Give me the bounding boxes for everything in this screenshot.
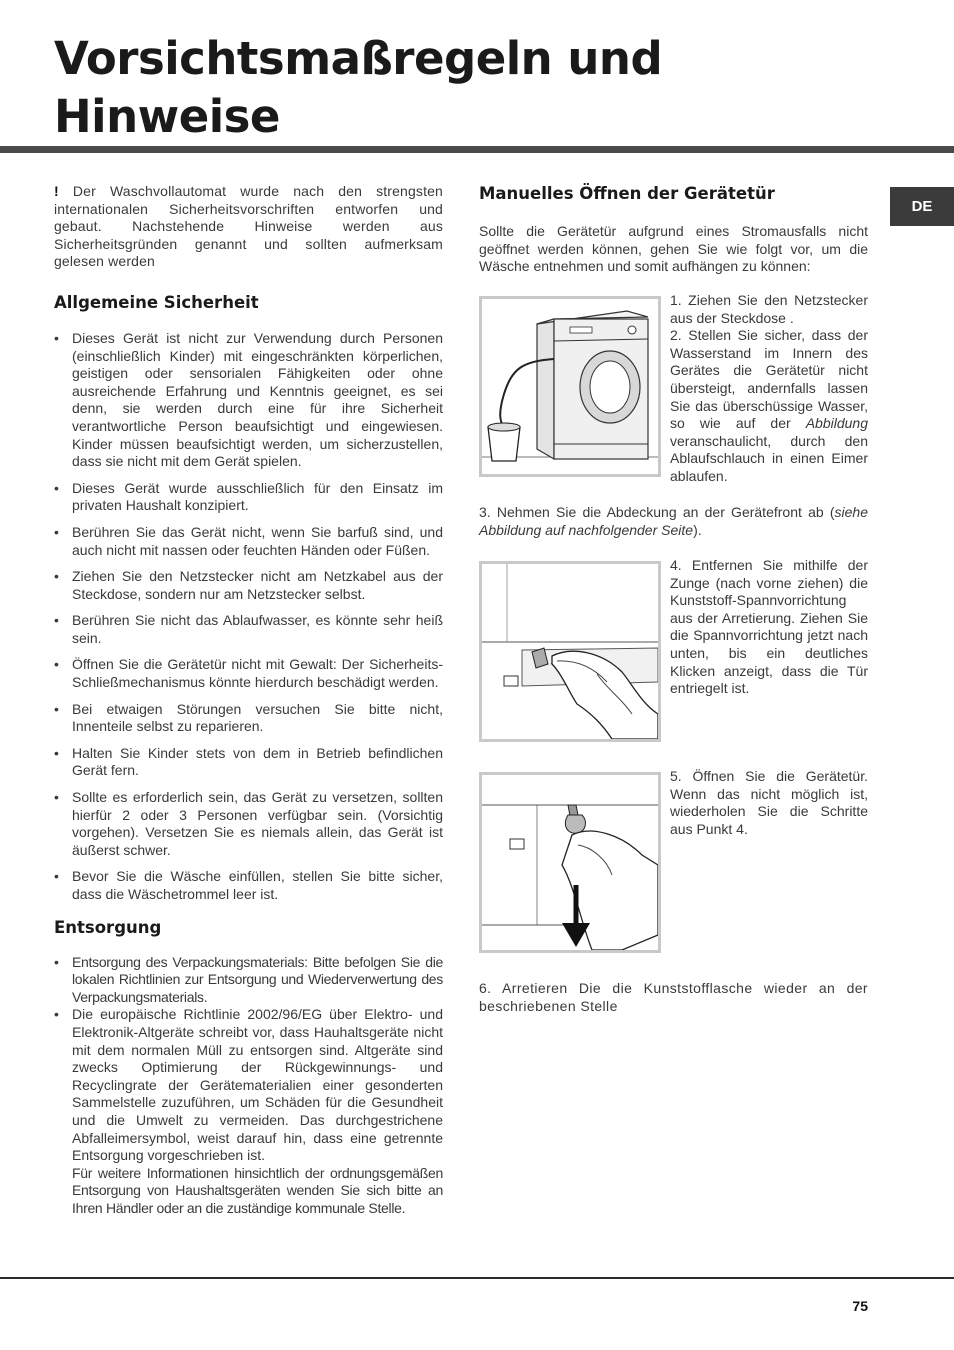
- list-item: [54, 330, 443, 471]
- step-3: [479, 504, 868, 539]
- bullet-icon: •: [54, 568, 59, 585]
- pull-tab-illustration: [482, 564, 658, 739]
- list-item: [54, 568, 443, 603]
- disposal-list: [54, 954, 443, 1218]
- right-column: [479, 183, 868, 276]
- step-2-text-end: veranschaulicht, durch den Ablaufschlauch in einen Eimer ablaufen.: [670, 432, 868, 484]
- manual-door-intro: Sollte die Gerätetür aufgrund eines Stromausfalls nicht geöffnet werden können, gehen Sie wie folgt vor, um die Wäsche entnehmen und somit aufhängen zu können:: [479, 223, 868, 275]
- language-tab: DE: [890, 187, 954, 226]
- list-item: [54, 789, 443, 859]
- step-6: 6. Arretieren Die die Kunststofflasche wieder an der beschriebenen Stelle: [479, 980, 868, 1014]
- left-column: [54, 183, 443, 1218]
- step-2-text: 2. Stellen Sie sicher, dass der Wasserstand im Innern des Gerätes die Gerätetür nicht übersteigt, andernfalls lassen Sie das überschüssige Wasser, so wie auf der: [670, 327, 868, 432]
- list-item-text: Berühren Sie das Gerät nicht, wenn Sie barfuß sind, und auch nicht mit nassen oder feuchten Händen oder Füßen.: [72, 523, 443, 558]
- page-number: 75: [852, 1298, 868, 1314]
- page-title-line1: Vorsichtsmaßregeln und: [54, 32, 663, 85]
- intro-text: Der Waschvollautomat wurde nach den strengsten internationalen Sicherheitsvorschriften entworfen und gebaut. Nachstehende Hinweise werden aus Sicherheitsgründen genannt und sollten aufmerksam gelesen werden: [54, 183, 443, 270]
- general-safety-list: [54, 330, 443, 904]
- section-general-safety-title: Allgemeine Sicherheit: [54, 292, 259, 312]
- list-item: [54, 954, 443, 1007]
- bullet-icon: •: [54, 700, 59, 717]
- list-item: [54, 480, 443, 515]
- step-4: 4. Entfernen Sie mithilfe der Zunge (nach vorne ziehen) die Kunststoff-Spannvorrichtung aus der Arretierung. Ziehen Sie die Spannvorrichtung jetzt nach unten, bis ein deutliches Klicken anzeigt, dass die Tür entriegelt ist.: [670, 557, 868, 697]
- title-divider: [0, 146, 954, 153]
- list-item: [54, 745, 443, 780]
- pull-down-illustration: [482, 775, 658, 950]
- list-item-text: Entsorgung des Verpackungsmaterials: Bitte befolgen Sie die lokalen Richtlinien zur Entsorgung und Wiederverwertung des Verpackungsmaterials.: [72, 953, 443, 1005]
- bullet-icon: •: [54, 744, 59, 761]
- step-5: 5. Öffnen Sie die Gerätetür. Wenn das nicht möglich ist, wiederholen Sie die Schritte aus Punkt 4.: [670, 768, 868, 837]
- step-3-figure-ref: siehe Abbildung auf nachfolgender Seite: [479, 504, 868, 538]
- list-item: [54, 701, 443, 736]
- bullet-icon: •: [54, 329, 59, 346]
- list-item-text: Bei etwaigen Störungen versuchen Sie bitte nicht, Innenteile selbst zu reparieren.: [72, 700, 443, 735]
- disposal-extra-info: Für weitere Informationen hinsichtlich der ordnungsgemäßen Entsorgung von Haushaltsgeräten wenden Sie sich bitte an Ihren Händler oder an die zuständige kommunale Stelle.: [72, 1164, 443, 1216]
- bullet-icon: •: [54, 868, 59, 885]
- bullet-icon: •: [54, 1006, 59, 1023]
- list-item: [54, 612, 443, 647]
- list-item-text: Dieses Gerät ist nicht zur Verwendung durch Personen (einschließlich Kinder) mit eingeschränkten körperlichen, geistigen oder sensorialen Fähigkeiten oder ohne ausreichende Erfahrung und Kenntnis geeignet, es sei denn, sie werden durch eine für ihre Sicherheit verantwortliche Person beaufsichtigt und eingewiesen. Kinder müssen beaufsichtigt werden, um sicherzustellen, dass sie nicht mit dem Gerät spielen.: [72, 329, 443, 470]
- bullet-icon: •: [54, 479, 59, 496]
- washing-machine-illustration: [482, 299, 658, 474]
- list-item-text: Halten Sie Kinder stets von dem in Betrieb befindlichen Gerät fern.: [72, 744, 443, 779]
- footer-divider: [0, 1277, 954, 1279]
- page-title-line2: Hinweise: [54, 90, 280, 143]
- figure-pull-tab: [479, 561, 661, 742]
- list-item-text: Berühren Sie nicht das Ablaufwasser, es könnte sehr heiß sein.: [72, 612, 443, 646]
- step-1: 1. Ziehen Sie den Netzstecker aus der Steckdose .: [670, 292, 868, 326]
- bullet-icon: •: [54, 656, 59, 673]
- manual-door-title: Manuelles Öffnen der Gerätetür: [479, 184, 775, 203]
- step-3-text-end: ).: [693, 521, 702, 538]
- list-item-text: Sollte es erforderlich sein, das Gerät zu versetzen, sollten hierfür 2 oder 3 Personen verfügbar sein. (Vorsichtig vorgehen). Versetzen Sie es niemals allein, das Gerät ist äußerst schwer.: [72, 789, 443, 858]
- list-item-text: Die europäische Richtlinie 2002/96/EG über Elektro- und Elektronik-Altgeräte schreibt vor, dass Hauhaltsgeräte nicht mit dem normalen Müll zu entsorgen sind. Altgeräte sind zwecks Optimierung der Rückgewinnungs- und Recyclingrate der Gerätematerialien einer gesonderten Sammelstelle zuzuführen, um Schäden für die Gesundheit und die Umwelt zu vermeiden. Das durchgestrichene Abfalleimersymbol, weist darauf hin, dass eine getrennte Entsorgung vorgeschrieben ist.: [72, 1006, 443, 1164]
- section-disposal-title: Entsorgung: [54, 917, 162, 937]
- list-item: [54, 524, 443, 559]
- step-2: [670, 327, 868, 485]
- bullet-icon: •: [54, 789, 59, 806]
- page-title: [54, 30, 874, 146]
- step-3-text: 3. Nehmen Sie die Abdeckung an der Gerätefront ab (: [479, 504, 835, 520]
- warning-mark: !: [54, 183, 59, 199]
- bullet-icon: •: [54, 953, 59, 970]
- list-item-text: Ziehen Sie den Netzstecker nicht am Netzkabel aus der Steckdose, sondern nur am Netzstecker selbst.: [72, 568, 443, 602]
- list-item: [54, 1006, 443, 1217]
- steps-1-2-text: [670, 292, 868, 486]
- list-item: [54, 656, 443, 691]
- figure-drain-water: [479, 296, 661, 477]
- bullet-icon: •: [54, 523, 59, 540]
- figure-pull-down: [479, 772, 661, 953]
- list-item: [54, 868, 443, 903]
- list-item-text: Dieses Gerät wurde ausschließlich für den Einsatz im privaten Haushalt konzipiert.: [72, 479, 443, 514]
- intro-paragraph: [54, 183, 443, 271]
- list-item-text: Bevor Sie die Wäsche einfüllen, stellen Sie bitte sicher, dass die Wäschetrommel leer ist.: [72, 868, 443, 902]
- step-2-figure-ref: Abbildung: [805, 415, 868, 432]
- list-item-text: Öffnen Sie die Gerätetür nicht mit Gewalt: Der Sicherheits-Schließmechanismus könnte hierdurch beschädigt werden.: [72, 656, 443, 691]
- bullet-icon: •: [54, 612, 59, 629]
